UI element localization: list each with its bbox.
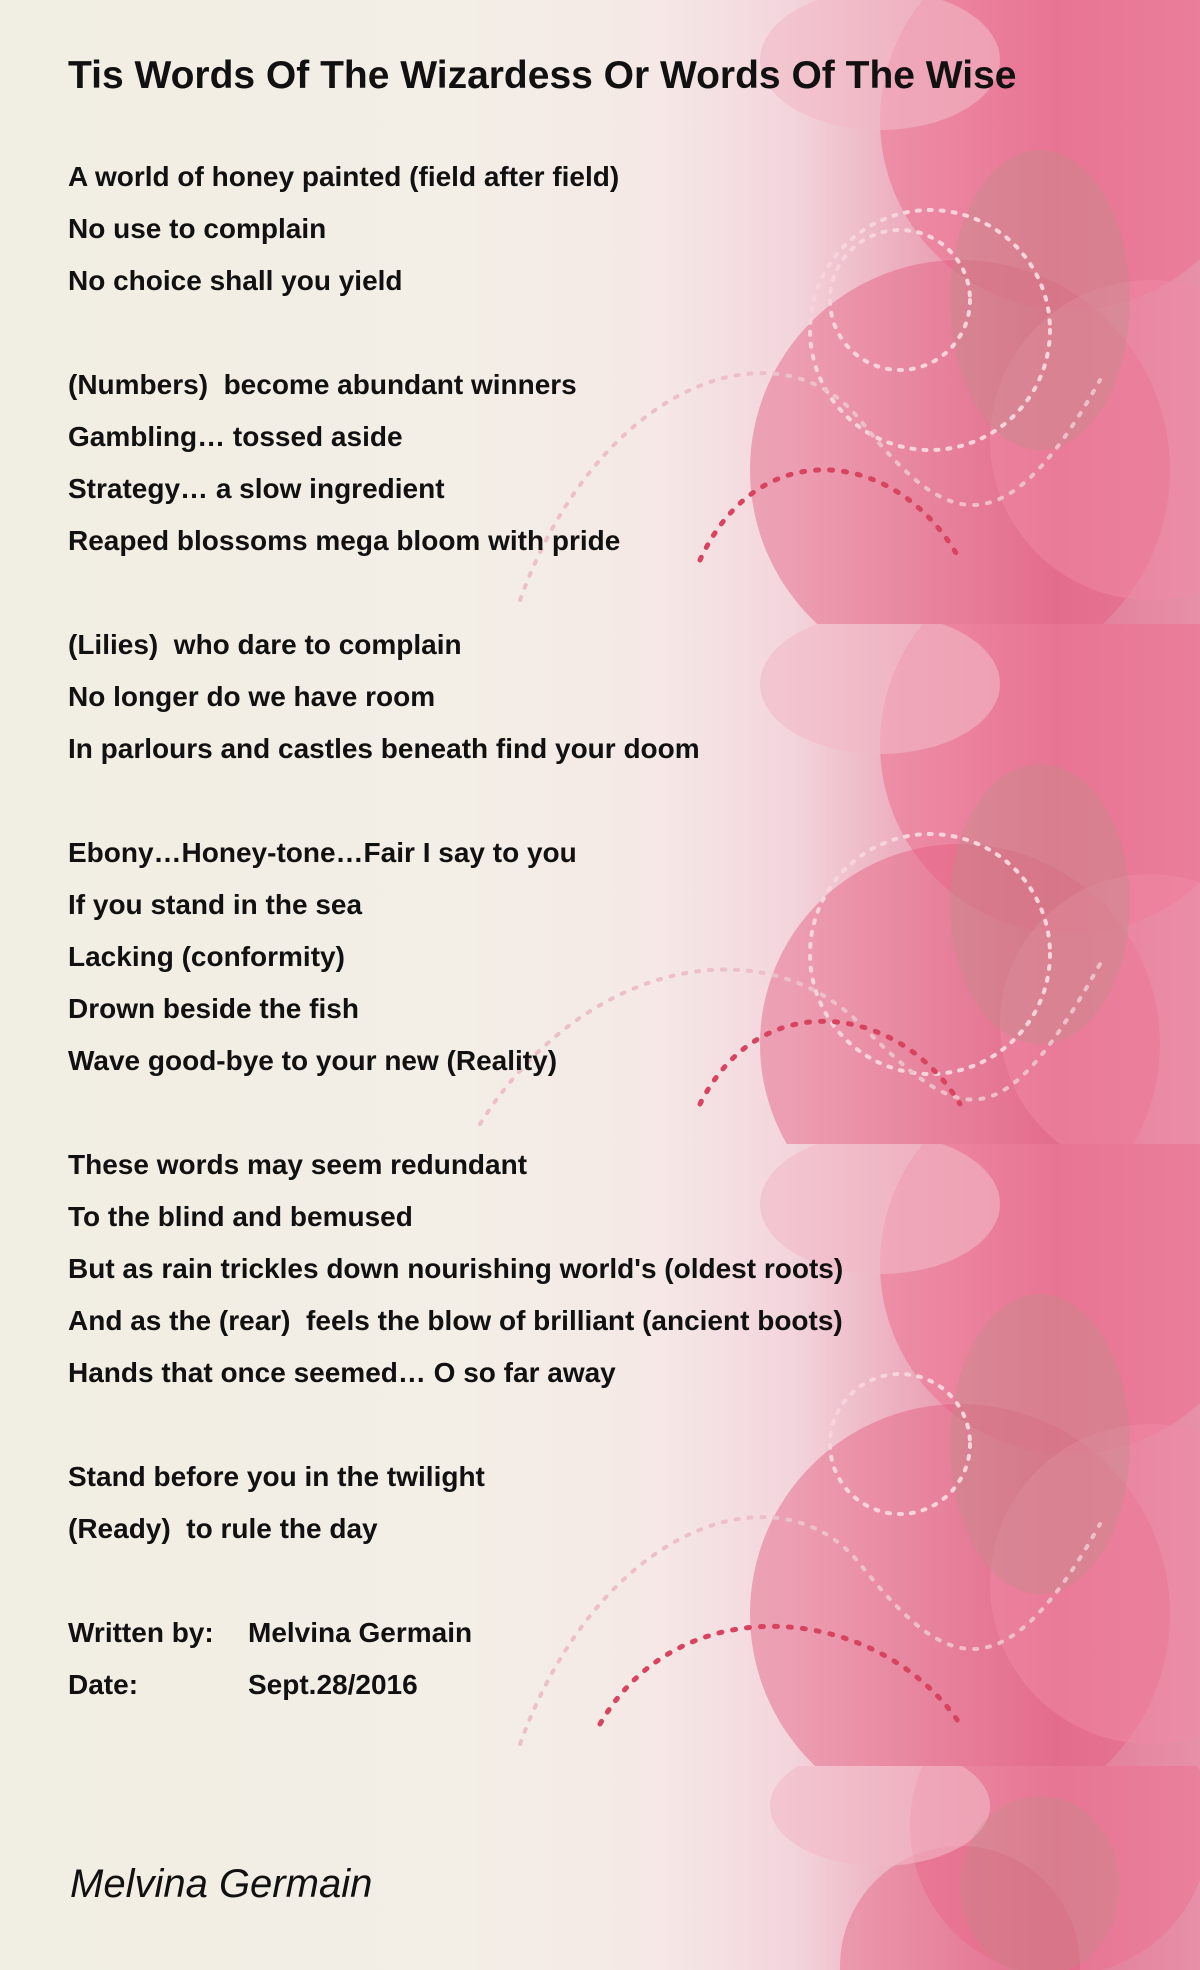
poem-line: In parlours and castles beneath find your doom xyxy=(68,733,700,764)
author-name: Melvina Germain xyxy=(248,1617,473,1648)
poem-line: Gambling… tossed aside xyxy=(68,421,403,452)
poem xyxy=(68,50,1068,1711)
poem-line: (Lilies) who dare to complain xyxy=(68,629,462,660)
poem-line: Reaped blossoms mega bloom with pride xyxy=(68,525,621,556)
poem-line: (Ready) to rule the day xyxy=(68,1513,378,1544)
stanza xyxy=(68,1451,1068,1555)
poem-title: Tis Words Of The Wizardess Or Words Of The Wise xyxy=(68,54,1017,97)
poem-line: No longer do we have room xyxy=(68,681,436,712)
poem-line: To the blind and bemused xyxy=(68,1201,413,1232)
credits xyxy=(68,1607,1068,1711)
stanza xyxy=(68,151,1068,307)
stanza xyxy=(68,619,1068,775)
author-signature: Melvina Germain xyxy=(70,1862,373,1906)
poem-line: (Numbers) become abundant winners xyxy=(68,369,577,400)
date-row xyxy=(68,1659,1068,1711)
written-by-label: Written by: xyxy=(68,1617,214,1648)
stanza xyxy=(68,827,1068,1087)
poem-body xyxy=(68,151,1068,1711)
poem-line: And as the (rear) feels the blow of brilliant (ancient boots) xyxy=(68,1305,843,1336)
poem-line: Stand before you in the twilight xyxy=(68,1461,485,1492)
poem-line: Ebony…Honey-tone…Fair I say to you xyxy=(68,837,577,868)
poem-line: These words may seem redundant xyxy=(68,1149,528,1180)
poem-line: Drown beside the fish xyxy=(68,993,359,1024)
poem-line: If you stand in the sea xyxy=(68,889,363,920)
date-label: Date: xyxy=(68,1669,139,1700)
written-by-row xyxy=(68,1607,1068,1659)
poem-line: No choice shall you yield xyxy=(68,265,403,296)
stanza xyxy=(68,1139,1068,1399)
poem-line: Hands that once seemed… O so far away xyxy=(68,1357,616,1388)
poem-line: But as rain trickles down nourishing world's (oldest roots) xyxy=(68,1253,844,1284)
date-value: Sept.28/2016 xyxy=(248,1669,418,1700)
poem-line: No use to complain xyxy=(68,213,327,244)
stanza xyxy=(68,359,1068,567)
poem-line: Lacking (conformity) xyxy=(68,941,345,972)
poem-line: A world of honey painted (field after field) xyxy=(68,161,620,192)
poem-line: Wave good-bye to your new (Reality) xyxy=(68,1045,558,1076)
poem-line: Strategy… a slow ingredient xyxy=(68,473,445,504)
